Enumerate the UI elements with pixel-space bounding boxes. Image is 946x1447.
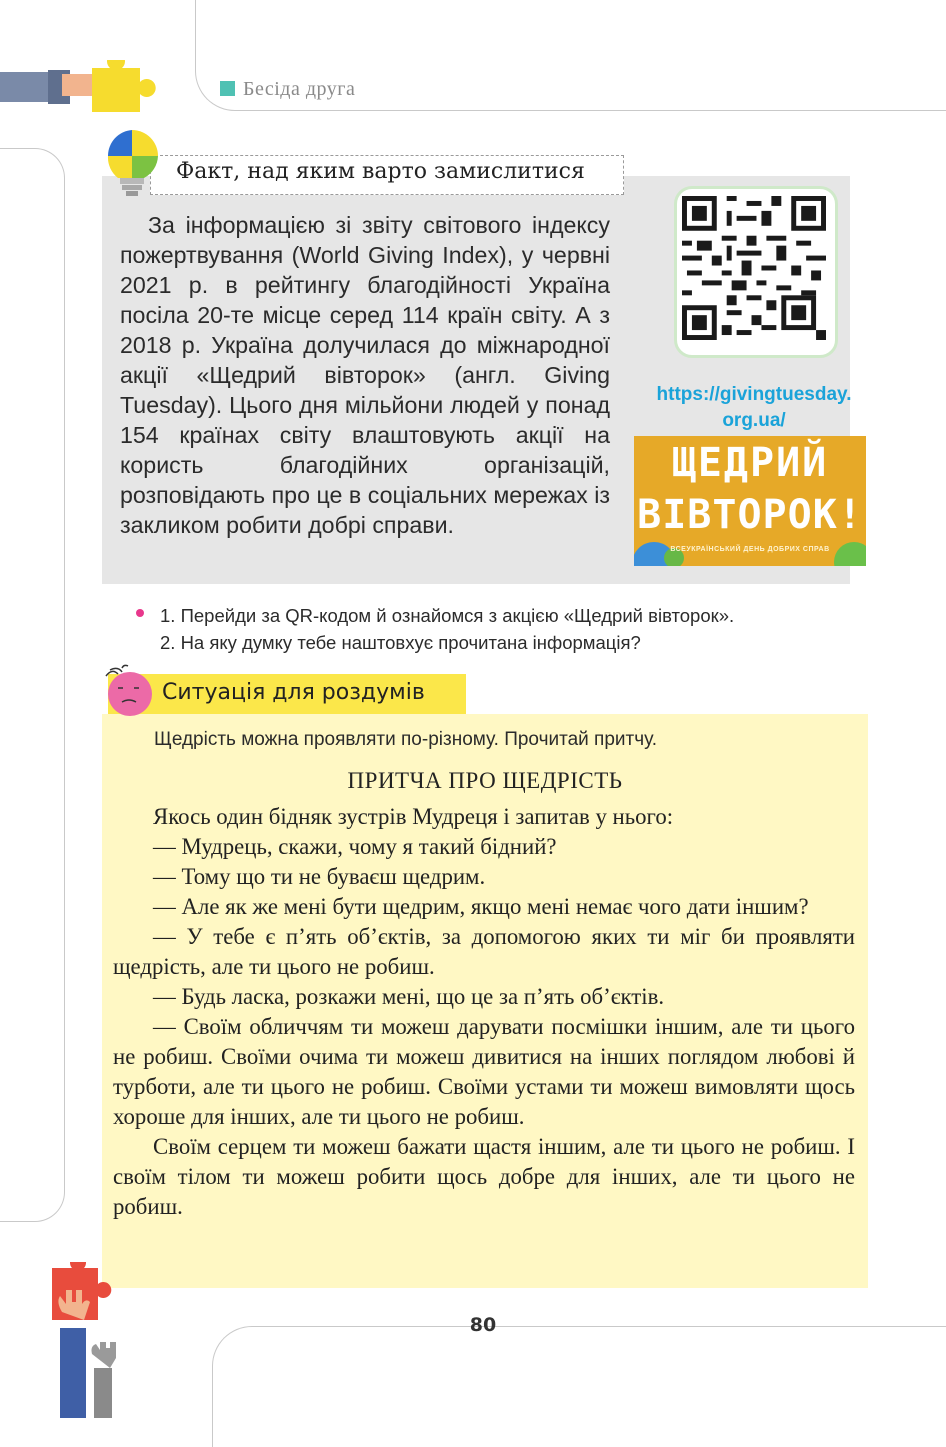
situation-title: Ситуація для роздумів — [162, 680, 425, 705]
giving-tuesday-link[interactable] — [634, 382, 874, 434]
qr-code-icon[interactable] — [682, 196, 826, 340]
section-marker-icon — [220, 81, 235, 96]
parable-paragraph: — Своїм обличчям ти можеш дарувати посмішки іншим, але ти цього не робиш. Своїми очима ти можеш дивитися на інших поглядом любові й турботи, але ти цього не робиш. Своїми устами ти можеш вимовляти щось хороше для інших, але ти цього не робиш. — [113, 1014, 855, 1129]
parable-paragraph: — Будь ласка, розкажи мені, що це за п’ять об’єктів. — [153, 984, 665, 1009]
footer-rule — [508, 1326, 946, 1327]
page-frame-bottom — [212, 1326, 946, 1447]
banner-subtitle: ВСЕУКРАЇНСЬКИЙ ДЕНЬ ДОБРИХ СПРАВ — [670, 546, 830, 553]
task-bullet-icon — [136, 609, 144, 617]
parable-paragraph: — У тебе є п’ять об’єктів, за допомогою яких ти міг би проявляти щедрість, але ти цього не робиш. — [113, 924, 855, 979]
parable-paragraph: Якось один бідняк зустрів Мудреця і запитав у нього: — [153, 804, 674, 829]
task-2: 2. На яку думку тебе наштовхує прочитана інформація? — [160, 632, 641, 653]
parable-paragraph: Своїм серцем ти можеш бажати щастя іншим, але ти цього не робиш. І своїм тілом ти можеш робити щось добре для інших, але ти цього не робиш. — [113, 1134, 855, 1219]
section-header — [220, 78, 355, 101]
page-number: 80 — [469, 1314, 497, 1336]
parable-text — [113, 802, 855, 1222]
giving-tuesday-banner — [634, 436, 866, 566]
fact-title: Факт, над яким варто замислитися — [176, 159, 585, 184]
link-line-1[interactable]: https://givingtuesday. — [656, 384, 852, 405]
thinking-face-icon — [100, 664, 156, 720]
situation-intro: Щедрість можна проявляти по-різному. Прочитай притчу. — [154, 729, 657, 750]
parable-paragraph: — Мудрець, скажи, чому я такий бідний? — [153, 834, 557, 859]
lightbulb-puzzle-icon — [102, 122, 162, 200]
parable-paragraph: — Але як же мені бути щедрим, якщо мені немає чого дати іншим? — [153, 894, 809, 919]
task-1: 1. Перейди за QR-кодом й ознайомся з акцією «Щедрий вівторок». — [160, 605, 735, 626]
fact-text: За інформацією зі звіту світового індексу пожертвування (World Giving Index), у червні 2021 р. в рейтингу благодійності Україна посіла 20-те місце серед 114 країн світу. А з 2018 р. Україна долучилася до міжнародної акції «Щедрий вівторок» (англ. Giving Tuesday). Цього дня мільйони людей у понад 154 країнах світу влаштовують акції на користь благодійних організацій, розповідають про це в соціальних мережах із закликом робити добрі справи. — [120, 212, 610, 538]
page-frame-left — [0, 148, 65, 1222]
hand-puzzle-icon — [0, 60, 160, 116]
raised-hands-icon — [40, 1262, 130, 1418]
parable-title: ПРИТЧА ПРО ЩЕДРІСТЬ — [347, 768, 623, 793]
parable-paragraph: — Тому що ти не буваєш щедрим. — [153, 864, 486, 889]
banner-title-line-1: ЩЕДРИЙ — [671, 440, 829, 486]
section-header-text: Бесіда друга — [243, 78, 356, 100]
link-line-2[interactable]: org.ua/ — [722, 410, 786, 431]
banner-title-line-2: ВІВТОРОК! — [637, 492, 863, 538]
